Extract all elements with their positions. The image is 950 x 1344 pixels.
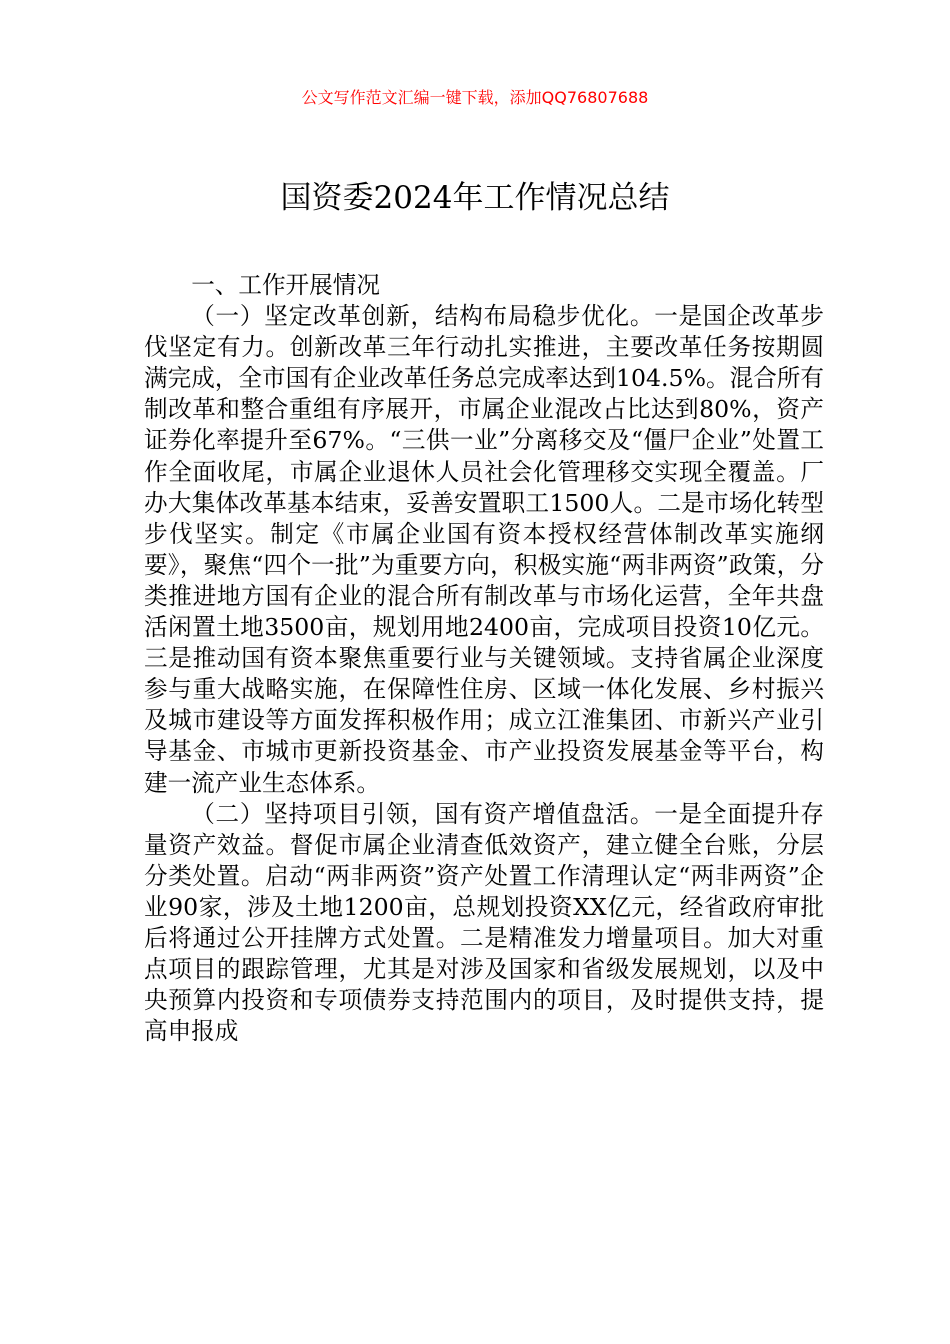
body-paragraph: （一）坚定改革创新，结构布局稳步优化。一是国企改革步伐坚定有力。创新改革三年行动扎实推进，主要改革任务按期圆满完成，全市国有企业改革任务总完成率达到104.5%。混合所有制改革和整合重组有序展开，市属企业混改占比达到80%，资产证券化率提升至67%。“三供一业”分离移交及“僵尸企业”处置工作全面收尾，市属企业退休人员社会化管理移交实现全覆盖。厂办大集体改革基本结束，妥善安置职工1500人。二是市场化转型步伐坚实。制定《市属企业国有资本授权经营体制改革实施纲要》，聚焦“四个一批”为重要方向，积极实施“两非两资”政策，分类推进地方国有企业的混合所有制改革与市场化运营，全年共盘活闲置土地3500亩，规划用地2400亩，完成项目投资10亿元。三是推动国有资本聚焦重要行业与关键领域。支持省属企业深度参与重大战略实施，在保障性住房、区域一体化发展、乡村振兴及城市建设等方面发挥积极作用；成立江淮集团、市新兴产业引导基金、市城市更新投资基金、市产业投资发展基金等平台，构建一流产业生态体系。 [144, 302, 824, 797]
body-paragraph: （二）坚持项目引领，国有资产增值盘活。一是全面提升存量资产效益。督促市属企业清查低效资产，建立健全台账，分层分类处置。启动“两非两资”资产处置工作清理认定“两非两资”企业90家，涉及土地1200亩，总规划投资XX亿元，经省政府审批后将通过公开挂牌方式处置。二是精准发力增量项目。加大对重点项目的跟踪管理，尤其是对涉及国家和省级发展规划，以及中央预算内投资和专项债券支持范围内的项目，及时提供支持，提高申报成 [144, 799, 824, 1046]
document-title: 国资委2024年工作情况总结 [280, 180, 670, 216]
section-heading: 一、工作开展情况 [191, 271, 380, 299]
watermark-text: 公文写作范文汇编一键下载，添加QQ76807688 [301, 88, 649, 107]
document-body [144, 270, 824, 1047]
